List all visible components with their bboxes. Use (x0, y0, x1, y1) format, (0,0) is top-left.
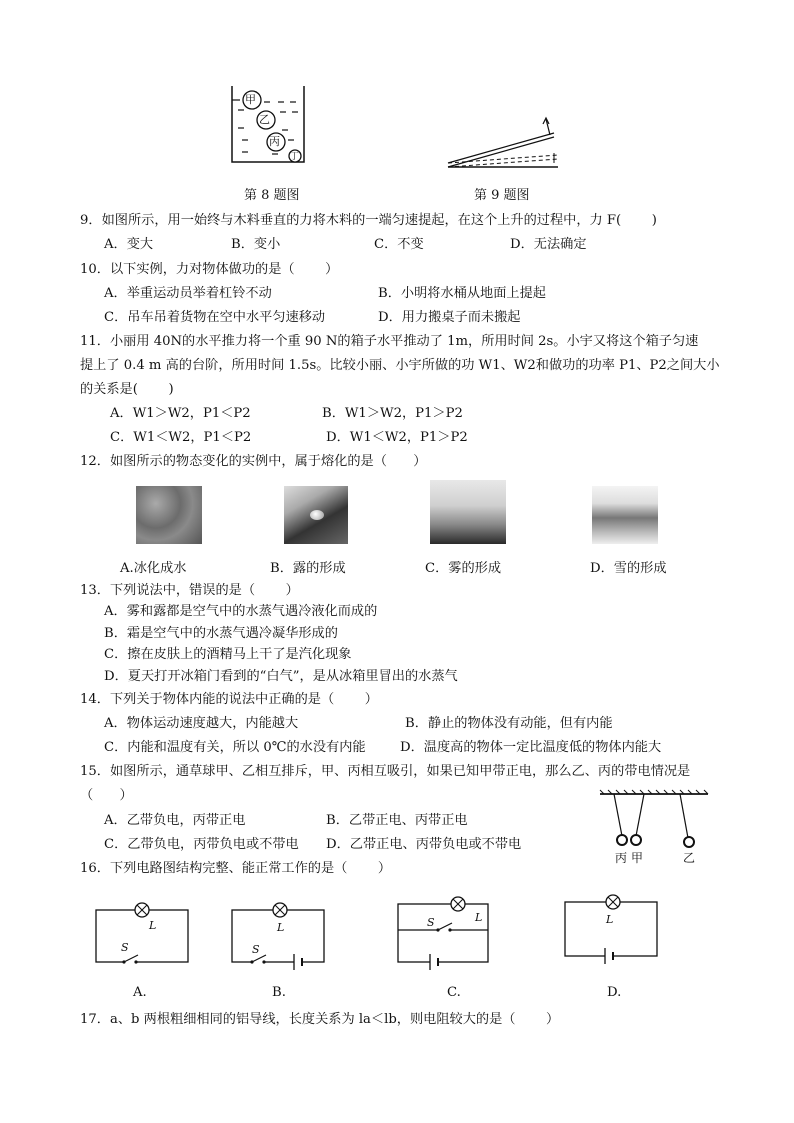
q16-c-lamp-label: L (475, 911, 483, 924)
q10-option-c: C．吊车吊着货物在空中水平匀速移动 (104, 310, 326, 325)
q13-option-d: D．夏天打开冰箱门看到的“白气”，是从冰箱里冒出的水蒸气 (104, 669, 458, 684)
q16-d-lamp-label: L (606, 913, 614, 926)
fig8-ball-yi: 乙 (259, 113, 270, 126)
q9-option-b: B．变小 (231, 237, 281, 252)
q11-option-b: B．W1＞W2，P1＞P2 (322, 406, 463, 421)
q15-stem: 15．如图所示，通草球甲、乙相互排斥，甲、丙相互吸引，如果已知甲带正电，那么乙、丙的带电情况是 (80, 764, 691, 779)
q14-stem: 14．下列关于物体内能的说法中正确的是（ ） (80, 692, 378, 707)
q15-option-b: B．乙带正电、丙带正电 (326, 813, 468, 828)
q13-option-b: B．霜是空气中的水蒸气遇冷凝华形成的 (104, 626, 338, 641)
q13-option-a: A．雾和露都是空气中的水蒸气遇冷液化而成的 (104, 604, 378, 619)
q9-option-d: D．无法确定 (510, 237, 587, 252)
q13-stem: 13．下列说法中，错误的是（ ） (80, 583, 299, 598)
q16-a-switch-label: S (121, 941, 129, 954)
q14-option-a: A．物体运动速度越大，内能越大 (104, 716, 299, 731)
q11-stem-line3: 的关系是( ) (80, 382, 174, 397)
q12-photo-ice-melting (136, 486, 202, 544)
q10-stem: 10．以下实例，力对物体做功的是（ ） (80, 262, 339, 277)
q11-option-a: A．W1＞W2，P1＜P2 (110, 406, 251, 421)
q15-option-c: C．乙带负电，丙带负电或不带电 (104, 837, 299, 852)
q14-option-d: D．温度高的物体一定比温度低的物体内能大 (400, 740, 662, 755)
q12-photo-snow (592, 486, 658, 544)
q9-option-c: C．不变 (374, 237, 424, 252)
q16-b-lamp-label: L (277, 921, 285, 934)
q15-label-jia: 甲 (631, 851, 644, 865)
q12-photo-dew (284, 486, 348, 544)
fig8-beaker-diagram (228, 84, 318, 164)
q12-option-a: A.冰化成水 (120, 561, 187, 576)
q16-circuit-a (94, 900, 194, 964)
q13-option-c: C．擦在皮肤上的酒精马上干了是汽化现象 (104, 647, 352, 662)
fig8-ball-jia: 甲 (245, 93, 256, 106)
q16-option-d: D. (607, 985, 622, 1000)
q16-c-switch-label: S (427, 916, 435, 929)
fig9-plank-diagram (446, 115, 566, 175)
q16-option-a: A. (133, 985, 147, 1000)
q11-stem-line2: 提上了 0.4 m 高的台阶，所用时间 1.5s。比较小丽、小宇所做的功 W1、W2和做功的功率 P1、P2之间大小 (80, 358, 720, 373)
q16-circuit-c (396, 898, 496, 968)
q12-stem: 12．如图所示的物态变化的实例中，属于熔化的是（ ） (80, 454, 427, 469)
q15-option-a: A．乙带负电，丙带正电 (104, 813, 246, 828)
q10-option-d: D．用力搬桌子而未搬起 (378, 310, 521, 325)
fig9-caption: 第 9 题图 (474, 188, 530, 203)
q14-option-b: B．静止的物体没有动能，但有内能 (405, 716, 613, 731)
q9-stem: 9．如图所示，用一始终与木料垂直的力将木料的一端匀速提起，在这个上升的过程中，力 F( ) (80, 213, 657, 228)
q12-option-c: C．雾的形成 (425, 561, 502, 576)
q11-option-c: C．W1＜W2，P1＜P2 (110, 430, 252, 445)
q10-option-a: A．举重运动员举着杠铃不动 (104, 286, 272, 301)
q12-photo-fog (430, 480, 506, 544)
q9-option-a: A．变大 (104, 237, 154, 252)
q16-option-b: B. (272, 985, 286, 1000)
q12-option-b: B．露的形成 (270, 561, 346, 576)
q15-label-yi: 乙 (683, 851, 696, 865)
q16-b-switch-label: S (252, 943, 260, 956)
q11-stem-line1: 11．小丽用 40N的水平推力将一个重 90 N的箱子水平推动了 1m，所用时间 2s。小宇又将这个箱子匀速 (80, 334, 699, 349)
q11-option-d: D．W1＜W2，P1＞P2 (326, 430, 468, 445)
q16-option-c: C. (447, 985, 461, 1000)
fig8-caption: 第 8 题图 (244, 188, 300, 203)
q15-option-d: D．乙带正电、丙带负电或不带电 (326, 837, 522, 852)
q16-stem: 16．下列电路图结构完整、能正常工作的是（ ） (80, 861, 392, 876)
q16-a-lamp-label: L (149, 919, 157, 932)
q17-stem: 17．a、b 两根粗细相同的铝导线，长度关系为 la＜lb，则电阻较大的是（ ） (80, 1012, 560, 1027)
q10-option-b: B．小明将水桶从地面上提起 (378, 286, 546, 301)
q12-option-d: D．雪的形成 (590, 561, 667, 576)
fig8-ball-bing: 丙 (269, 135, 280, 148)
q14-option-c: C．内能和温度有关，所以 0℃的水没有内能 (104, 740, 366, 755)
q15-bracket: （ ） (80, 788, 133, 803)
q15-label-bing: 丙 (615, 851, 628, 865)
fig8-ball-ding: 丁 (290, 152, 300, 162)
